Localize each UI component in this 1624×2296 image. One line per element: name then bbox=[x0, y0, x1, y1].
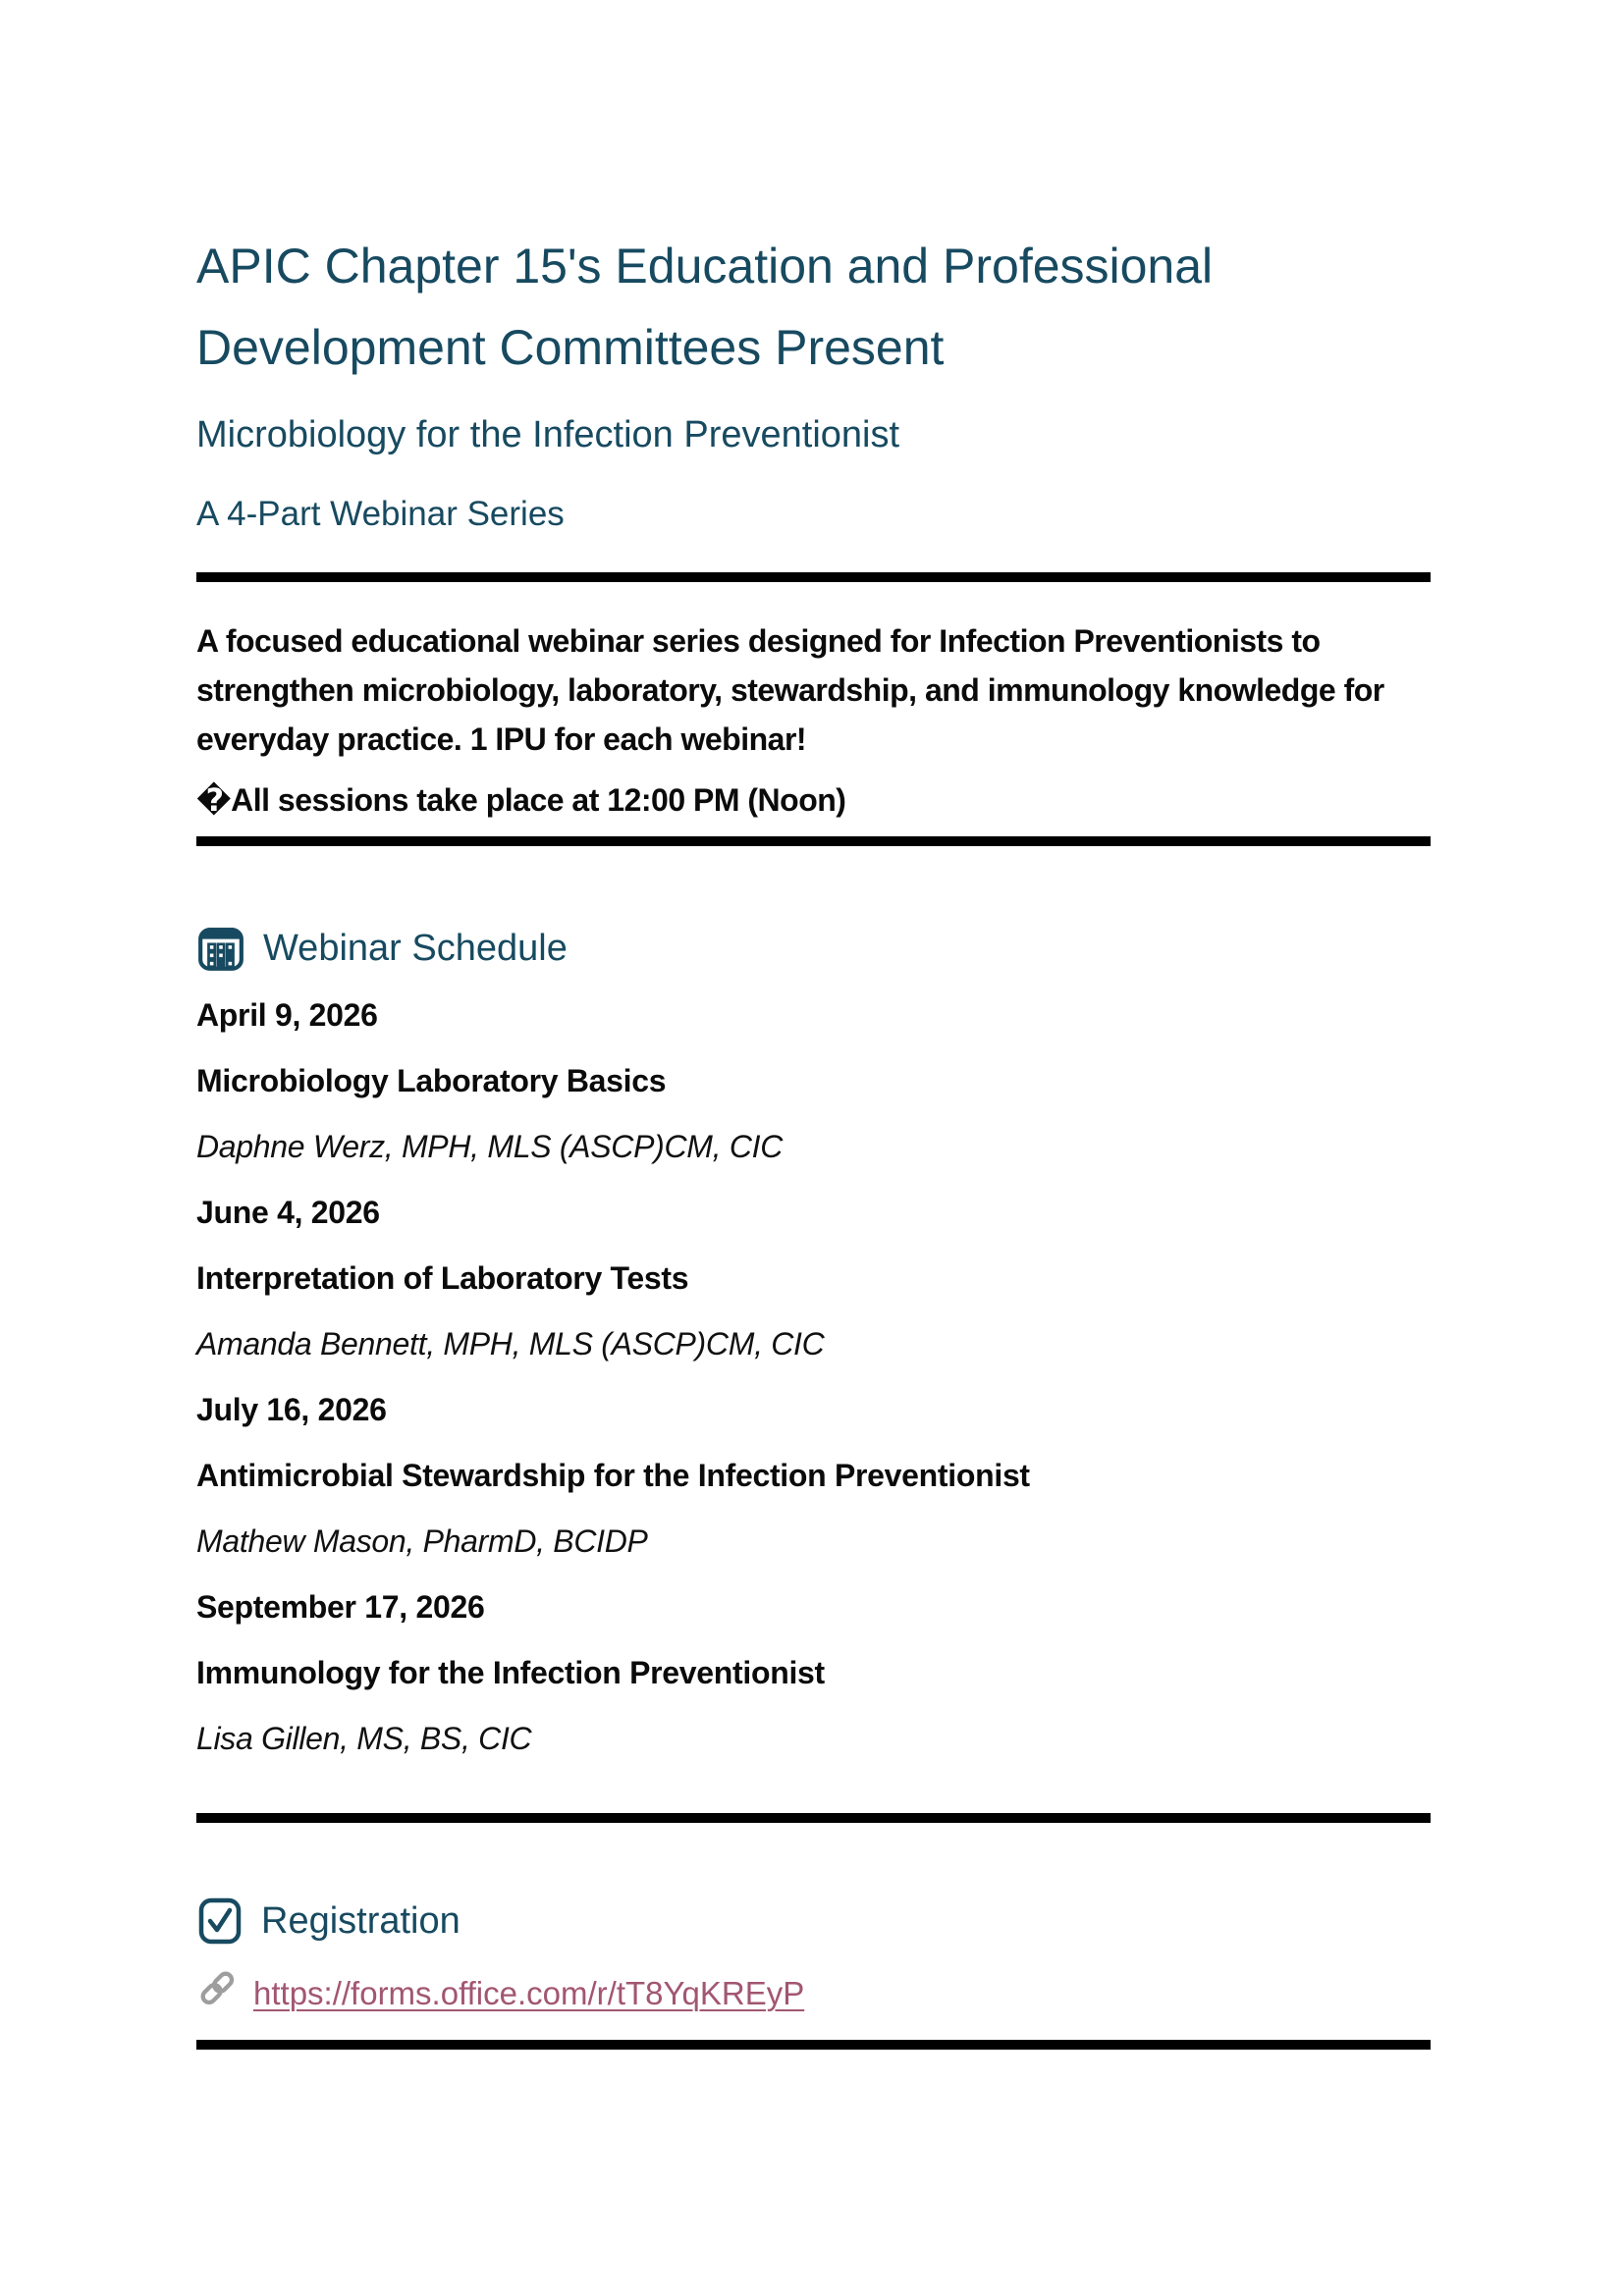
registration-heading bbox=[196, 1895, 1431, 1948]
entry-date: July 16, 2026 bbox=[196, 1392, 387, 1427]
entry-date: September 17, 2026 bbox=[196, 1589, 485, 1625]
entry-presenter: Daphne Werz, MPH, MLS (ASCP)CM, CIC bbox=[196, 1129, 784, 1164]
horizontal-rule bbox=[196, 836, 1431, 846]
entry-date: April 9, 2026 bbox=[196, 997, 378, 1033]
entry-presenter: Lisa Gillen, MS, BS, CIC bbox=[196, 1721, 532, 1756]
intro-paragraph: A focused educational webinar series designed for Infection Preventionists to strengthen microbiology, laboratory, stewardship, and immunology knowledge for everyday practice. 1 IPU for each webinar! bbox=[196, 623, 1384, 757]
entry-presenter: Mathew Mason, PharmD, BCIDP bbox=[196, 1523, 648, 1559]
webinar-schedule-heading bbox=[196, 923, 1431, 974]
entry-title: Immunology for the Infection Preventionist bbox=[196, 1655, 825, 1690]
schedule-entries bbox=[196, 996, 1431, 1757]
schedule-entry bbox=[196, 1391, 1431, 1560]
link-icon bbox=[196, 1967, 238, 2019]
entry-title: Microbiology Laboratory Basics bbox=[196, 1063, 667, 1098]
registration-label: Registration bbox=[261, 1900, 460, 1942]
entry-presenter: Amanda Bennett, MPH, MLS (ASCP)CM, CIC bbox=[196, 1326, 825, 1362]
registration-url-link[interactable]: https://forms.office.com/r/tT8YqKREyP bbox=[253, 1975, 805, 2011]
sessions-note: �All sessions take place at 12:00 PM (Noon) bbox=[196, 782, 846, 818]
page-title: APIC Chapter 15's Education and Professional Development Committees Present bbox=[196, 239, 1214, 375]
schedule-entry bbox=[196, 996, 1431, 1165]
schedule-entry bbox=[196, 1194, 1431, 1362]
schedule-entry bbox=[196, 1588, 1431, 1757]
page-subtitle: Microbiology for the Infection Preventionist bbox=[196, 414, 900, 455]
webinar-schedule-label: Webinar Schedule bbox=[263, 928, 568, 969]
horizontal-rule bbox=[196, 572, 1431, 582]
series-subtitle: A 4-Part Webinar Series bbox=[196, 495, 565, 533]
entry-title: Antimicrobial Stewardship for the Infection Preventionist bbox=[196, 1458, 1030, 1493]
entry-date: June 4, 2026 bbox=[196, 1195, 380, 1230]
horizontal-rule bbox=[196, 2040, 1431, 2050]
entry-title: Interpretation of Laboratory Tests bbox=[196, 1260, 689, 1296]
registration-link-line bbox=[196, 1967, 1431, 2019]
horizontal-rule bbox=[196, 1813, 1431, 1823]
calendar-icon bbox=[196, 923, 245, 974]
checkbox-icon bbox=[196, 1895, 244, 1948]
